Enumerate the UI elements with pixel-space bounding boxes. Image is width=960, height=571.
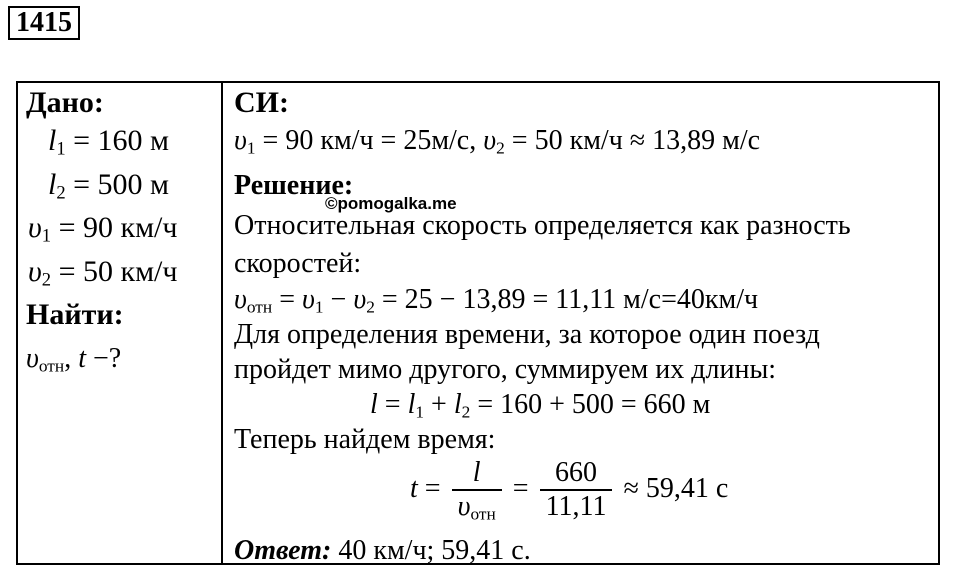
- eq1-v1: υ: [301, 284, 315, 315]
- v1-symbol: υ: [28, 211, 42, 244]
- eq3-equals-1: =: [417, 472, 448, 504]
- si-v2-value: = 50 км/ч ≈ 13,89 м/с: [504, 125, 761, 156]
- v1-value: = 90 км/ч: [51, 211, 178, 244]
- eq2-plus: +: [424, 389, 454, 420]
- eq1-v1-sub: 1: [314, 297, 324, 317]
- answer-label: Ответ:: [234, 535, 332, 566]
- eq3-equals-2: =: [505, 472, 536, 504]
- si-v1-symbol: υ: [234, 125, 247, 156]
- fraction-1-numerator: l: [452, 458, 502, 491]
- equation-time: [410, 458, 728, 523]
- given-l2: [48, 168, 170, 204]
- eq2-l1: l: [407, 389, 416, 420]
- eq2-result: = 160 + 500 = 660 м: [470, 389, 711, 420]
- si-v1-value: = 90 км/ч = 25м/с,: [255, 125, 484, 156]
- v2-sub: 2: [41, 269, 52, 291]
- fraction-2-denominator: 11,11: [545, 490, 607, 522]
- eq1-v-rel-sub: отн: [246, 297, 273, 317]
- eq2-l1-sub: 1: [415, 402, 425, 422]
- equation-total-length: [370, 389, 711, 422]
- v2-value: = 50 км/ч: [51, 255, 178, 288]
- v-rel-sub: отн: [38, 356, 65, 376]
- problem-number: 1415: [8, 6, 80, 40]
- l1-value: = 160 м: [65, 124, 170, 157]
- equation-relative-speed: [234, 284, 759, 317]
- v-rel-symbol: υ: [26, 343, 39, 374]
- given-v2: [28, 255, 178, 291]
- eq1-minus: −: [323, 284, 354, 315]
- eq2-equals: =: [377, 389, 408, 420]
- t-symbol: t: [78, 343, 86, 374]
- fraction-2-numerator: 660: [540, 458, 613, 491]
- fraction-1-denominator: [452, 491, 502, 523]
- si-v2-sub: 2: [496, 138, 505, 158]
- find-question: −?: [85, 343, 122, 374]
- paragraph-2-line-1: Для определения времени, за которое один поезд: [234, 319, 820, 350]
- eq3-t: t: [410, 472, 418, 504]
- fraction-1-den-symbol: υ: [457, 490, 471, 522]
- l1-sub: 1: [56, 138, 66, 160]
- given-l1: [48, 124, 170, 160]
- column-divider: [221, 81, 223, 565]
- fraction-l-over-v: [452, 458, 502, 523]
- paragraph-1-line-1: Относительная скорость определяется как разность: [234, 210, 851, 241]
- l2-sub: 2: [56, 182, 66, 204]
- paragraph-3: Теперь найдем время:: [234, 424, 496, 455]
- si-v2-symbol: υ: [483, 125, 497, 156]
- given-heading: Дано:: [26, 86, 104, 119]
- answer-value: 40 км/ч; 59,41 с.: [331, 535, 531, 566]
- paragraph-2-line-2: пройдет мимо другого, суммируем их длины:: [234, 354, 777, 385]
- fraction-1-den-sub: отн: [470, 504, 496, 524]
- fraction-numeric: [540, 458, 613, 523]
- eq3-result: ≈ 59,41 с: [616, 472, 729, 504]
- find-values: [26, 343, 122, 376]
- v1-sub: 1: [41, 225, 52, 247]
- solution-heading: Решение:: [234, 170, 354, 201]
- eq1-equals: =: [272, 284, 302, 315]
- paragraph-1-line-2: скоростей:: [234, 248, 362, 279]
- answer-line: [234, 537, 531, 565]
- v2-symbol: υ: [28, 255, 42, 288]
- l2-symbol: l: [48, 168, 57, 201]
- si-heading: СИ:: [234, 86, 289, 119]
- find-heading: Найти:: [26, 298, 124, 331]
- eq1-v2: υ: [353, 284, 367, 315]
- eq2-l2: l: [453, 389, 462, 420]
- watermark: ©pomogalka.me: [325, 194, 457, 213]
- l2-value: = 500 м: [65, 168, 170, 201]
- eq1-v2-sub: 2: [366, 297, 375, 317]
- eq1-v-rel: υ: [234, 284, 247, 315]
- eq2-l2-sub: 2: [461, 402, 471, 422]
- find-separator: ,: [64, 343, 79, 374]
- eq2-l: l: [370, 389, 378, 420]
- si-conversion: [234, 125, 761, 158]
- eq1-result: = 25 − 13,89 = 11,11 м/с=40км/ч: [374, 284, 759, 315]
- l1-symbol: l: [48, 124, 57, 157]
- si-v1-sub: 1: [246, 138, 256, 158]
- given-v1: [28, 211, 178, 247]
